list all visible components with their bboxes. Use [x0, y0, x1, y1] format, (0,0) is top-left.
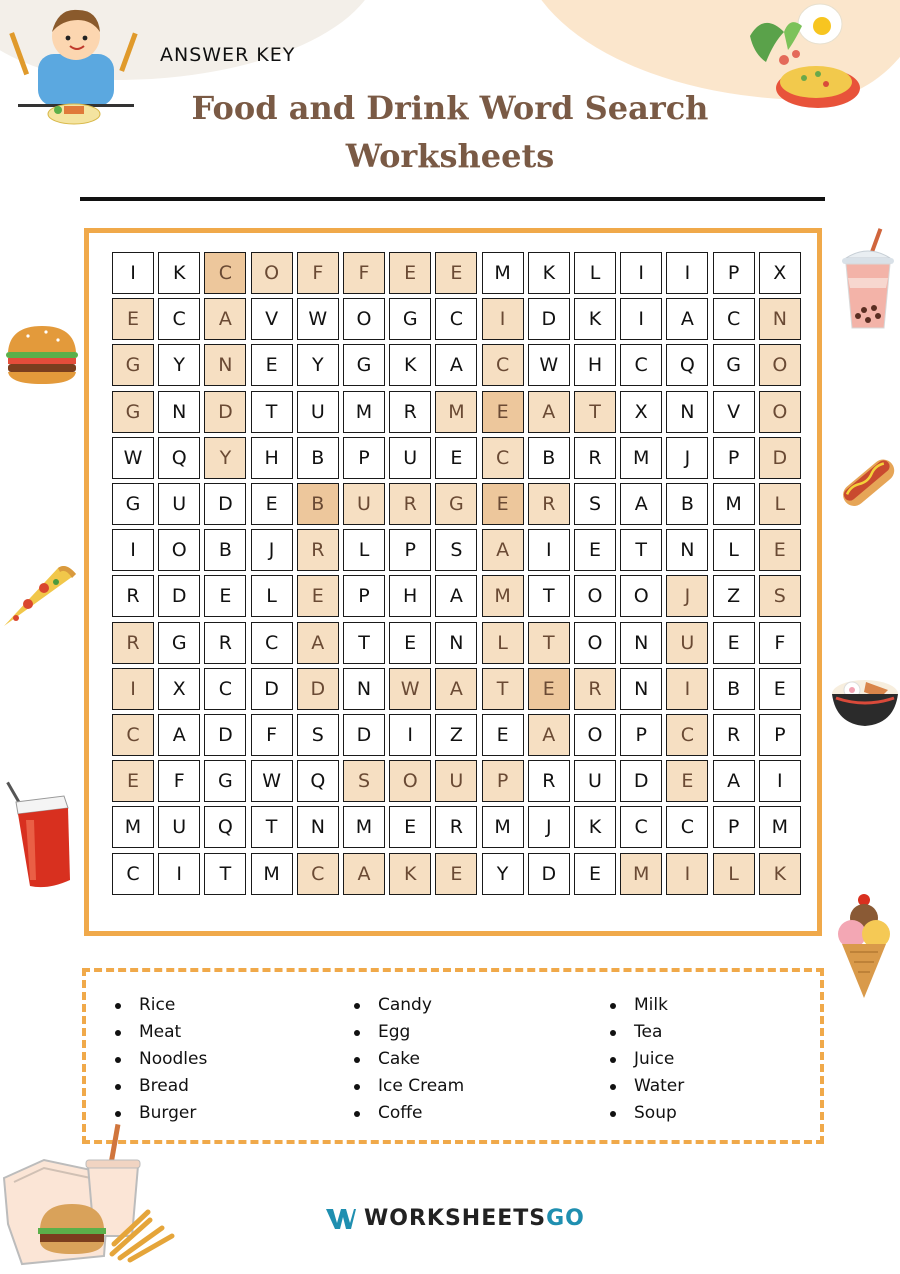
list-item: Rice — [115, 992, 207, 1019]
grid-cell: X — [620, 391, 662, 433]
grid-cell: R — [574, 668, 616, 710]
grid-cell: U — [574, 760, 616, 802]
grid-cell: E — [251, 344, 293, 386]
grid-cell: F — [343, 252, 385, 294]
grid-cell: P — [713, 252, 755, 294]
grid-cell: W — [251, 760, 293, 802]
grid-cell: R — [112, 622, 154, 664]
list-item: Ice Cream — [354, 1073, 464, 1100]
grid-cell: T — [482, 668, 524, 710]
grid-cell: C — [112, 714, 154, 756]
grid-cell: B — [666, 483, 708, 525]
grid-cell: O — [759, 391, 801, 433]
grid-cell: L — [713, 529, 755, 571]
burger-icon — [2, 322, 82, 388]
word-list-column-2 — [354, 992, 464, 1127]
ice-cream-cone-icon — [834, 890, 894, 1000]
grid-cell: G — [435, 483, 477, 525]
grid-cell: R — [435, 806, 477, 848]
grid-cell: Y — [158, 344, 200, 386]
grid-cell: I — [528, 529, 570, 571]
grid-cell: U — [158, 483, 200, 525]
grid-cell: E — [482, 714, 524, 756]
grid-cell: C — [251, 622, 293, 664]
grid-cell: I — [158, 853, 200, 895]
grid-cell: E — [389, 622, 431, 664]
grid-cell: G — [112, 391, 154, 433]
grid-cell: N — [435, 622, 477, 664]
list-item: Milk — [610, 992, 684, 1019]
grid-cell: C — [204, 668, 246, 710]
grid-cell: P — [620, 714, 662, 756]
grid-cell: H — [389, 575, 431, 617]
grid-cell: R — [204, 622, 246, 664]
grid-cell: J — [528, 806, 570, 848]
grid-cell: E — [528, 668, 570, 710]
grid-cell: K — [574, 298, 616, 340]
grid-cell: W — [389, 668, 431, 710]
grid-cell: T — [343, 622, 385, 664]
grid-cell: I — [112, 529, 154, 571]
grid-cell: C — [435, 298, 477, 340]
grid-cell: T — [620, 529, 662, 571]
grid-cell: G — [204, 760, 246, 802]
grid-cell: F — [251, 714, 293, 756]
grid-cell: T — [528, 622, 570, 664]
grid-cell: U — [158, 806, 200, 848]
list-item: Tea — [610, 1019, 684, 1046]
grid-cell: R — [713, 714, 755, 756]
grid-cell: P — [389, 529, 431, 571]
grid-cell: M — [251, 853, 293, 895]
grid-cell: A — [713, 760, 755, 802]
grid-cell: D — [204, 714, 246, 756]
grid-cell: M — [435, 391, 477, 433]
grid-cell: O — [620, 575, 662, 617]
grid-cell: W — [528, 344, 570, 386]
grid-cell: Z — [713, 575, 755, 617]
grid-cell: G — [112, 483, 154, 525]
grid-cell: T — [251, 391, 293, 433]
grid-cell: A — [482, 529, 524, 571]
grid-cell: N — [297, 806, 339, 848]
grid-cell: A — [528, 714, 570, 756]
grid-cell: J — [251, 529, 293, 571]
grid-cell: U — [435, 760, 477, 802]
grid-cell: R — [389, 483, 431, 525]
grid-cell: E — [435, 252, 477, 294]
grid-cell: N — [620, 622, 662, 664]
grid-cell: U — [297, 391, 339, 433]
grid-cell: P — [759, 714, 801, 756]
grid-cell: E — [297, 575, 339, 617]
grid-cell: Q — [204, 806, 246, 848]
grid-cell: C — [482, 437, 524, 479]
list-item: Juice — [610, 1046, 684, 1073]
grid-cell: D — [204, 483, 246, 525]
grid-cell: O — [759, 344, 801, 386]
grid-cell: S — [343, 760, 385, 802]
grid-cell: E — [482, 483, 524, 525]
grid-cell: I — [620, 298, 662, 340]
grid-cell: D — [158, 575, 200, 617]
grid-cell: X — [158, 668, 200, 710]
grid-cell: A — [297, 622, 339, 664]
grid-cell: Q — [666, 344, 708, 386]
grid-cell: B — [297, 437, 339, 479]
bubble-tea-icon — [838, 228, 898, 332]
grid-cell: S — [759, 575, 801, 617]
grid-cell: R — [297, 529, 339, 571]
grid-cell: O — [574, 575, 616, 617]
grid-cell: D — [297, 668, 339, 710]
grid-cell: C — [204, 252, 246, 294]
list-item: Water — [610, 1073, 684, 1100]
grid-cell: P — [713, 806, 755, 848]
list-item: Burger — [115, 1100, 207, 1127]
grid-cell: M — [482, 806, 524, 848]
grid-cell: H — [574, 344, 616, 386]
grid-cell: G — [713, 344, 755, 386]
grid-cell: M — [713, 483, 755, 525]
grid-cell: I — [666, 668, 708, 710]
answer-key-label: ANSWER KEY — [160, 44, 296, 66]
grid-cell: I — [389, 714, 431, 756]
grid-cell: I — [620, 252, 662, 294]
grid-cell: W — [112, 437, 154, 479]
grid-cell: N — [158, 391, 200, 433]
grid-cell: M — [112, 806, 154, 848]
grid-cell: V — [251, 298, 293, 340]
grid-cell: I — [112, 252, 154, 294]
grid-cell: O — [251, 252, 293, 294]
grid-cell: S — [297, 714, 339, 756]
grid-cell: L — [713, 853, 755, 895]
list-item: Candy — [354, 992, 464, 1019]
grid-cell: L — [251, 575, 293, 617]
grid-cell: C — [666, 806, 708, 848]
grid-cell: J — [666, 437, 708, 479]
grid-cell: R — [528, 760, 570, 802]
title-divider — [80, 197, 825, 201]
page-title — [0, 84, 900, 180]
grid-cell: A — [435, 344, 477, 386]
list-item: Meat — [115, 1019, 207, 1046]
grid-cell: H — [251, 437, 293, 479]
grid-cell: U — [343, 483, 385, 525]
grid-cell: E — [574, 853, 616, 895]
grid-cell: N — [759, 298, 801, 340]
grid-cell: F — [297, 252, 339, 294]
page-title-line-1: Food and Drink Word Search — [191, 89, 709, 127]
grid-cell: A — [204, 298, 246, 340]
grid-cell: M — [343, 391, 385, 433]
grid-cell: I — [666, 853, 708, 895]
grid-cell: C — [112, 853, 154, 895]
word-list-column-3 — [610, 992, 684, 1127]
grid-cell: S — [574, 483, 616, 525]
grid-cell: D — [759, 437, 801, 479]
list-item: Egg — [354, 1019, 464, 1046]
worksheetsgo-brand — [326, 1206, 585, 1231]
grid-cell: T — [251, 806, 293, 848]
grid-cell: D — [343, 714, 385, 756]
grid-cell: L — [482, 622, 524, 664]
grid-cell: D — [528, 298, 570, 340]
grid-cell: V — [713, 391, 755, 433]
grid-cell: P — [713, 437, 755, 479]
grid-cell: P — [343, 437, 385, 479]
grid-cell: T — [574, 391, 616, 433]
grid-cell: R — [528, 483, 570, 525]
grid-cell: N — [343, 668, 385, 710]
grid-cell: R — [389, 391, 431, 433]
grid-cell: S — [435, 529, 477, 571]
grid-cell: D — [251, 668, 293, 710]
grid-cell: I — [666, 252, 708, 294]
grid-cell: I — [759, 760, 801, 802]
grid-cell: I — [482, 298, 524, 340]
grid-cell: E — [251, 483, 293, 525]
grid-cell: C — [620, 344, 662, 386]
grid-cell: N — [666, 529, 708, 571]
grid-cell: L — [759, 483, 801, 525]
grid-cell: N — [620, 668, 662, 710]
grid-cell: D — [528, 853, 570, 895]
grid-cell: T — [528, 575, 570, 617]
grid-cell: A — [435, 575, 477, 617]
grid-cell: E — [574, 529, 616, 571]
grid-cell: E — [435, 853, 477, 895]
grid-cell: O — [574, 622, 616, 664]
grid-cell: M — [759, 806, 801, 848]
hotdog-icon — [836, 448, 900, 516]
grid-cell: J — [666, 575, 708, 617]
grid-cell: M — [620, 437, 662, 479]
grid-cell: K — [574, 806, 616, 848]
grid-cell: L — [343, 529, 385, 571]
grid-cell: R — [574, 437, 616, 479]
grid-cell: A — [620, 483, 662, 525]
grid-cell: E — [435, 437, 477, 479]
grid-cell: U — [666, 622, 708, 664]
grid-cell: O — [158, 529, 200, 571]
grid-cell: Q — [158, 437, 200, 479]
grid-cell: T — [204, 853, 246, 895]
grid-cell: G — [343, 344, 385, 386]
grid-cell: Y — [297, 344, 339, 386]
grid-cell: W — [297, 298, 339, 340]
grid-cell: A — [528, 391, 570, 433]
grid-cell: B — [297, 483, 339, 525]
grid-cell: M — [482, 575, 524, 617]
page-title-line-2: Worksheets — [345, 137, 555, 175]
grid-cell: C — [713, 298, 755, 340]
grid-cell: C — [482, 344, 524, 386]
grid-cell: Z — [435, 714, 477, 756]
grid-cell: O — [343, 298, 385, 340]
worksheetsgo-logo-icon — [326, 1207, 356, 1231]
grid-cell: F — [759, 622, 801, 664]
grid-cell: G — [112, 344, 154, 386]
grid-cell: M — [343, 806, 385, 848]
grid-cell: C — [620, 806, 662, 848]
brand-name: WORKSHEETS — [364, 1206, 547, 1231]
grid-cell: K — [389, 344, 431, 386]
word-list-column-1 — [115, 992, 207, 1127]
grid-cell: B — [713, 668, 755, 710]
list-item: Bread — [115, 1073, 207, 1100]
grid-cell: Q — [297, 760, 339, 802]
grid-cell: Y — [482, 853, 524, 895]
grid-cell: Y — [204, 437, 246, 479]
grid-cell: A — [343, 853, 385, 895]
grid-cell: D — [620, 760, 662, 802]
grid-cell: E — [389, 806, 431, 848]
grid-cell: K — [158, 252, 200, 294]
grid-cell: A — [158, 714, 200, 756]
grid-cell: K — [759, 853, 801, 895]
grid-cell: A — [666, 298, 708, 340]
grid-cell: O — [389, 760, 431, 802]
list-item: Soup — [610, 1100, 684, 1127]
list-item: Coffe — [354, 1100, 464, 1127]
grid-cell: P — [482, 760, 524, 802]
grid-cell: A — [435, 668, 477, 710]
grid-cell: B — [528, 437, 570, 479]
grid-cell: N — [204, 344, 246, 386]
grid-cell: E — [112, 760, 154, 802]
list-item: Cake — [354, 1046, 464, 1073]
grid-cell: G — [158, 622, 200, 664]
grid-cell: E — [759, 529, 801, 571]
pizza-slice-icon — [0, 560, 80, 630]
grid-cell: I — [112, 668, 154, 710]
grid-cell: L — [574, 252, 616, 294]
takeout-meal-icon — [0, 1124, 184, 1274]
grid-cell: C — [666, 714, 708, 756]
soda-cup-icon — [4, 776, 76, 892]
grid-cell: X — [759, 252, 801, 294]
grid-cell: E — [204, 575, 246, 617]
grid-cell: C — [158, 298, 200, 340]
grid-cell: B — [204, 529, 246, 571]
grid-cell: E — [112, 298, 154, 340]
grid-cell: E — [482, 391, 524, 433]
grid-cell: F — [158, 760, 200, 802]
grid-cell: M — [620, 853, 662, 895]
grid-cell: P — [343, 575, 385, 617]
grid-cell: M — [482, 252, 524, 294]
brand-suffix: GO — [546, 1206, 585, 1231]
grid-cell: K — [389, 853, 431, 895]
grid-cell: U — [389, 437, 431, 479]
grid-cell: E — [666, 760, 708, 802]
grid-cell: K — [528, 252, 570, 294]
ramen-bowl-icon — [830, 668, 900, 730]
grid-cell: E — [389, 252, 431, 294]
grid-cell: N — [666, 391, 708, 433]
grid-cell: R — [112, 575, 154, 617]
grid-cell: C — [297, 853, 339, 895]
grid-cell: O — [574, 714, 616, 756]
grid-cell: G — [389, 298, 431, 340]
grid-cell: D — [204, 391, 246, 433]
grid-cell: E — [713, 622, 755, 664]
list-item: Noodles — [115, 1046, 207, 1073]
grid-cell: E — [759, 668, 801, 710]
